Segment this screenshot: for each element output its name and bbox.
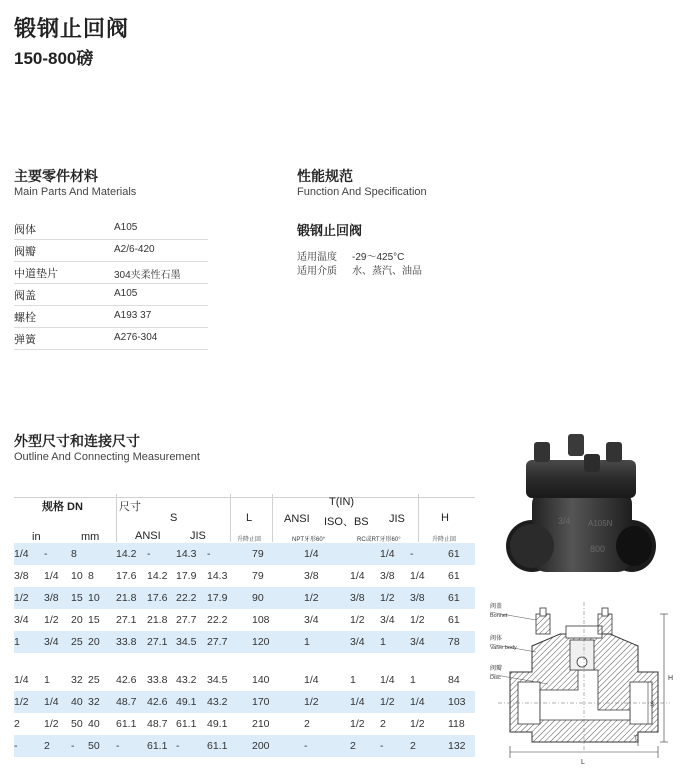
cell: 14.2 [116, 543, 147, 565]
cell: - [116, 735, 147, 757]
outline-title-en: Outline And Connecting Measurement [14, 451, 200, 463]
cell: - [410, 543, 448, 565]
cell: 32 [88, 691, 116, 713]
table-row [14, 565, 475, 587]
spec-label: 适用介质 [297, 266, 337, 277]
cell: 1/4 [14, 543, 44, 565]
cell: 27.1 [147, 631, 176, 653]
cell: 120 [252, 631, 304, 653]
casting-mark: 3/4 [558, 516, 571, 526]
spec-label: 适用温度 [297, 252, 337, 263]
cell: 1/2 [14, 691, 44, 713]
cell: 79 [252, 543, 304, 565]
cell: 3/4 [14, 614, 29, 626]
col-sub-l: 升降止回 [237, 537, 262, 543]
cell: 10 [71, 570, 83, 582]
cell: 49.1 [207, 718, 228, 730]
cell: 2 [304, 718, 310, 730]
cell: 1 [304, 631, 350, 653]
cell: 20 [88, 631, 116, 653]
table-divider [418, 494, 419, 542]
cell: 15 [71, 587, 88, 609]
cell: 33.8 [116, 631, 147, 653]
part-material: A105 [114, 288, 138, 299]
part-name: 阀盖 [14, 290, 36, 302]
cell: 33.8 [147, 674, 168, 686]
part-name: 中道垫片 [14, 268, 58, 280]
cell: 61.1 [147, 735, 176, 757]
part-name: 阀体 [14, 224, 36, 236]
part-material: 304夹柔性石墨 [114, 270, 181, 281]
cell: 14.3 [176, 543, 207, 565]
page-title: 锻钢止回阀 [14, 16, 130, 41]
cell: 90 [252, 587, 304, 609]
cell: 42.6 [147, 691, 176, 713]
cell: 1 [44, 674, 50, 686]
cell: 1/2 [380, 587, 410, 609]
col-header-mm: mm [81, 531, 100, 543]
cell: 1/4 [304, 674, 319, 686]
cell: 1/2 [304, 691, 350, 713]
cell: 2 [410, 735, 448, 757]
material-row [14, 262, 208, 284]
cell: 27.7 [176, 614, 197, 626]
function-product: 锻钢止回阀 [297, 223, 363, 238]
cell: 40 [88, 718, 100, 730]
cell: 21.8 [147, 614, 168, 626]
cell: 22.2 [207, 614, 228, 626]
cell: 61.1 [116, 718, 137, 730]
cell: 61 [448, 587, 475, 609]
cell: 61.1 [176, 718, 197, 730]
cell: 1/2 [410, 614, 425, 626]
cell: 50 [88, 735, 116, 757]
cell: - [14, 735, 44, 757]
cell: 42.6 [116, 674, 137, 686]
part-material: A105 [114, 222, 138, 233]
materials-title-cn: 主要零件材料 [14, 168, 98, 184]
cell: 132 [448, 735, 475, 757]
valve-photo [498, 428, 666, 578]
cell: 1/2 [304, 587, 350, 609]
cell [350, 543, 380, 565]
cell: 210 [252, 718, 270, 730]
cell: 1/2 [380, 691, 410, 713]
col-header-t-ansi: ANSI [284, 513, 310, 525]
dim-t-label: T [634, 736, 638, 742]
col-header-s: S [170, 512, 178, 524]
cell: 17.9 [207, 587, 252, 609]
col-header-size: 尺寸 [119, 501, 141, 513]
col-header-t-jis: JIS [389, 513, 405, 525]
cell: 1/4 [44, 570, 59, 582]
outline-title-cn: 外型尺寸和连接尺寸 [14, 433, 140, 449]
cell: 200 [252, 735, 304, 757]
casting-mark: 800 [590, 544, 606, 554]
cell: 61 [448, 543, 475, 565]
material-row [14, 284, 208, 306]
dimension-table [14, 543, 475, 757]
col-header-t-iso-bs: ISO、BS [324, 516, 369, 528]
cell: 14.2 [147, 570, 168, 582]
part-name: 螺栓 [14, 312, 36, 324]
cell: 1/2 [410, 718, 425, 730]
col-header-l: L [246, 512, 253, 524]
cell: - [207, 543, 252, 565]
cell: 3/4 [380, 614, 395, 626]
part-material: A193 37 [114, 310, 152, 321]
cell: 15 [88, 614, 100, 626]
valve-section-drawing [488, 600, 686, 768]
cell: 1/2 [44, 718, 59, 730]
cell: - [147, 543, 176, 565]
cell: 1/4 [380, 674, 395, 686]
cell: 25 [88, 674, 100, 686]
cell: 17.9 [176, 570, 197, 582]
cell: 1/4 [14, 674, 29, 686]
cell: 3/8 [380, 570, 395, 582]
part-name: 弹簧 [14, 334, 36, 346]
label-bonnet-cn: 阀盖 [490, 604, 503, 610]
part-material: A2/6-420 [114, 244, 155, 255]
cell: 1/4 [304, 543, 350, 565]
col-header-in: in [32, 531, 41, 543]
cell: 48.7 [116, 691, 147, 713]
cell: 27.7 [207, 631, 252, 653]
cell: 84 [448, 674, 460, 686]
cell: 3/8 [44, 587, 71, 609]
cell: 1/2 [350, 718, 365, 730]
cell: 79 [252, 570, 264, 582]
cell: - [176, 735, 207, 757]
cell: 3/8 [14, 570, 29, 582]
valve-body-shape [506, 460, 656, 572]
col-sub-npt: NPT牙形60° [292, 537, 326, 543]
cell: 1 [14, 631, 44, 653]
cell: 1 [380, 631, 410, 653]
cell: 25 [71, 631, 88, 653]
cell: 140 [252, 674, 270, 686]
table-row [14, 691, 475, 713]
cell: 43.2 [176, 674, 197, 686]
cell: 61.1 [207, 735, 252, 757]
material-row [14, 218, 208, 240]
col-header-s-jis: JIS [190, 530, 206, 542]
cell: 118 [448, 718, 465, 730]
table-row [14, 653, 475, 691]
cell: - [44, 543, 71, 565]
cell: 22.2 [176, 587, 207, 609]
label-disc-en: Disc [490, 675, 501, 681]
part-material: A276-304 [114, 332, 158, 343]
cell: 1/2 [44, 614, 59, 626]
cell: 1/2 [350, 614, 365, 626]
function-title-en: Function And Specification [297, 186, 427, 198]
cell: 3/4 [410, 631, 448, 653]
cell: 14.3 [207, 570, 228, 582]
cell: 3/8 [304, 570, 319, 582]
table-row [14, 609, 475, 631]
col-header-s-ansi: ANSI [135, 530, 161, 542]
table-row [14, 735, 475, 757]
label-body-en: Valve body [490, 645, 517, 651]
casting-mark: A105N [588, 519, 613, 528]
cell: 1/4 [350, 691, 380, 713]
col-sub-rc: RC或RT牙形60° [357, 537, 401, 543]
cell: 17.6 [147, 587, 176, 609]
cell: 1/4 [380, 543, 410, 565]
spec-value: -29～425°C [352, 252, 405, 263]
cell: 21.8 [116, 587, 147, 609]
cell: 1/2 [14, 587, 44, 609]
cell: - [380, 735, 410, 757]
table-row [14, 587, 475, 609]
cell: 20 [71, 614, 83, 626]
cell: 49.1 [176, 691, 207, 713]
cell: 2 [350, 735, 380, 757]
col-header-spec: 规格 DN [42, 501, 83, 513]
cell: 43.2 [207, 691, 252, 713]
cell: 34.5 [207, 674, 228, 686]
table-row [14, 713, 475, 735]
table-row [14, 543, 475, 565]
cell: 61 [448, 570, 460, 582]
cell: 48.7 [147, 718, 168, 730]
spec-value: 水、蒸汽、油品 [352, 266, 422, 277]
cell: 1 [350, 674, 356, 686]
material-row [14, 328, 208, 350]
cell: 1 [410, 674, 416, 686]
cell: - [304, 735, 350, 757]
cell: 3/4 [350, 631, 380, 653]
cell: 1/4 [44, 691, 71, 713]
cell: 2 [14, 718, 20, 730]
cell [88, 543, 116, 565]
col-header-t: T(IN) [329, 496, 355, 508]
function-title-cn: 性能规范 [297, 168, 353, 184]
label-body-cn: 阀体 [490, 636, 503, 642]
label-disc-cn: 阀瓣 [490, 666, 503, 672]
cell: 50 [71, 718, 83, 730]
cell: 78 [448, 631, 475, 653]
cell: 40 [71, 691, 88, 713]
col-sub-h: 升降止回 [432, 537, 457, 543]
cell: 3/4 [304, 614, 319, 626]
cell: 170 [252, 691, 304, 713]
material-row [14, 306, 208, 328]
cell: 108 [252, 614, 270, 626]
cell: 8 [88, 570, 94, 582]
materials-title-en: Main Parts And Materials [14, 186, 137, 198]
label-bonnet-en: Bonnet [490, 613, 508, 619]
cell: 1/4 [350, 570, 365, 582]
cell: 3/4 [44, 631, 71, 653]
cell: 1/4 [410, 691, 448, 713]
cell: 3/8 [350, 587, 380, 609]
cell: 103 [448, 691, 475, 713]
cell: 27.1 [116, 614, 137, 626]
table-divider [116, 494, 117, 542]
table-row [14, 631, 475, 653]
col-header-h: H [441, 512, 449, 524]
cell: 61 [448, 614, 460, 626]
material-row [14, 240, 208, 262]
cell: - [71, 735, 88, 757]
cell: 34.5 [176, 631, 207, 653]
cell: 10 [88, 587, 116, 609]
dim-h-label: H [668, 675, 674, 682]
cell: 3/8 [410, 587, 448, 609]
cell: 2 [44, 735, 71, 757]
cell: 8 [71, 543, 88, 565]
table-divider [230, 494, 231, 542]
table-divider [272, 494, 273, 542]
part-name: 阀瓣 [14, 246, 36, 258]
table-rule [14, 497, 475, 498]
dim-l-label: L [581, 759, 585, 766]
cell: 1/4 [410, 570, 425, 582]
dim-s-label: S [650, 702, 655, 708]
cell: 32 [71, 674, 83, 686]
cell: 17.6 [116, 570, 137, 582]
page-subtitle: 150-800磅 [14, 49, 94, 68]
cell: 2 [380, 718, 386, 730]
